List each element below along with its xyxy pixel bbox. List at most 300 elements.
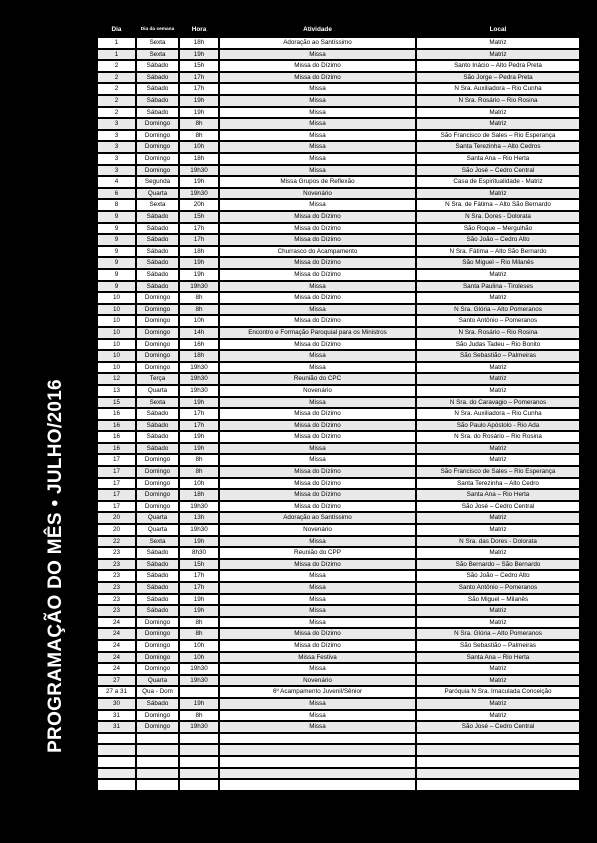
cell-location: N Sra. Rosário – Rio Rosina — [417, 328, 579, 340]
cell-weekday: Domingo — [137, 722, 180, 734]
cell-weekday: Sábado — [137, 699, 180, 711]
cell-weekday: Domingo — [137, 711, 180, 723]
cell-activity: Missa do Dízimo — [220, 629, 417, 641]
cell-time: 17h — [180, 224, 220, 236]
cell-time: 19h30 — [180, 374, 220, 386]
cell-location: Casa de Espiritualidade - Matriz — [417, 177, 579, 189]
cell-day: 10 — [98, 328, 137, 340]
cell-day: 23 — [98, 571, 137, 583]
cell-activity: Missa — [220, 583, 417, 595]
cell-day: 10 — [98, 293, 137, 305]
cell-day: 10 — [98, 305, 137, 317]
cell-time: 19h — [180, 50, 220, 62]
cell-time: 17h — [180, 571, 220, 583]
cell-weekday: Sábado — [137, 571, 180, 583]
cell-day: 9 — [98, 224, 137, 236]
cell-location: N Sra. das Dores - Dolorata — [417, 537, 579, 549]
cell-day: 3 — [98, 166, 137, 178]
cell-location: Matriz — [417, 699, 579, 711]
cell-location: N Sra. Auxiliadora – Rio Cunha — [417, 409, 579, 421]
cell-location: Santo Antônio – Pomeranos — [417, 583, 579, 595]
empty-cell — [220, 780, 417, 792]
cell-activity: Missa do Dízimo — [220, 340, 417, 352]
cell-day: 1 — [98, 38, 137, 50]
cell-day: 10 — [98, 316, 137, 328]
cell-activity: Missa do Dízimo — [220, 490, 417, 502]
cell-location: Santa Paulina - Tiroleses — [417, 282, 579, 294]
cell-location: N Sra. Fátima – Alto São Bernardo — [417, 247, 579, 259]
cell-time: 18h — [180, 154, 220, 166]
cell-location: Matriz — [417, 444, 579, 456]
cell-day: 9 — [98, 258, 137, 270]
cell-day: 23 — [98, 560, 137, 572]
cell-location: Matriz — [417, 374, 579, 386]
cell-weekday: Sexta — [137, 537, 180, 549]
cell-location: São Francisco de Sales – Rio Esperança — [417, 467, 579, 479]
cell-day: 30 — [98, 699, 137, 711]
cell-time: 19h — [180, 398, 220, 410]
cell-weekday: Domingo — [137, 293, 180, 305]
cell-time: 18h — [180, 38, 220, 50]
cell-day: 17 — [98, 490, 137, 502]
cell-day: 17 — [98, 479, 137, 491]
cell-activity: Churrasco do Acampamento — [220, 247, 417, 259]
cell-activity: Missa — [220, 606, 417, 618]
cell-location: São Sebastião – Palmeiras — [417, 641, 579, 653]
cell-time: 17h — [180, 235, 220, 247]
cell-location: N Sra. Rosário – Rio Rosina — [417, 96, 579, 108]
cell-weekday: Domingo — [137, 340, 180, 352]
cell-day: 10 — [98, 351, 137, 363]
cell-location: São José – Cedro Central — [417, 502, 579, 514]
cell-time: 13h — [180, 513, 220, 525]
cell-activity: Missa do Dízimo — [220, 479, 417, 491]
cell-day: 3 — [98, 142, 137, 154]
cell-day: 3 — [98, 119, 137, 131]
cell-weekday: Sábado — [137, 409, 180, 421]
empty-cell — [137, 780, 180, 792]
cell-location: Santa Terezinha – Alto Cedro — [417, 479, 579, 491]
cell-location: São Paulo Apóstolo - Rio Ada — [417, 421, 579, 433]
cell-activity: Missa — [220, 351, 417, 363]
cell-time: 19h — [180, 537, 220, 549]
cell-activity: Missa do Dízimo — [220, 421, 417, 433]
empty-cell — [220, 734, 417, 746]
cell-weekday: Domingo — [137, 490, 180, 502]
cell-activity: Missa — [220, 96, 417, 108]
cell-location: Paróquia N Sra. Imaculada Conceição — [417, 687, 579, 699]
header-weekday: Dia da semana — [137, 24, 180, 38]
cell-day: 2 — [98, 73, 137, 85]
cell-activity: Missa — [220, 444, 417, 456]
cell-day: 13 — [98, 386, 137, 398]
cell-day: 9 — [98, 270, 137, 282]
cell-location: Matriz — [417, 676, 579, 688]
empty-cell — [417, 734, 579, 746]
cell-weekday: Terça — [137, 374, 180, 386]
page-title: PROGRAMAÇÃO DO MÊS • JULHO/2016 — [45, 379, 66, 753]
cell-weekday: Domingo — [137, 328, 180, 340]
empty-cell — [220, 769, 417, 781]
cell-location: Matriz — [417, 386, 579, 398]
cell-weekday: Sexta — [137, 200, 180, 212]
cell-location: Matriz — [417, 711, 579, 723]
cell-day: 22 — [98, 537, 137, 549]
cell-weekday: Sábado — [137, 108, 180, 120]
cell-time: 15h — [180, 61, 220, 73]
cell-day: 1 — [98, 50, 137, 62]
cell-time: 8h — [180, 629, 220, 641]
cell-day: 3 — [98, 131, 137, 143]
cell-activity: Missa — [220, 711, 417, 723]
cell-weekday: Sexta — [137, 38, 180, 50]
cell-time: 17h — [180, 421, 220, 433]
cell-weekday: Domingo — [137, 166, 180, 178]
cell-weekday: Sábado — [137, 444, 180, 456]
cell-activity: Encontro e Formação Paroquial para os Ministros — [220, 328, 417, 340]
cell-weekday: Sábado — [137, 61, 180, 73]
schedule-table — [98, 24, 579, 792]
cell-weekday: Domingo — [137, 653, 180, 665]
cell-activity: Missa — [220, 200, 417, 212]
header-activity: Atividade — [220, 24, 417, 38]
cell-time: 17h — [180, 583, 220, 595]
cell-weekday: Domingo — [137, 131, 180, 143]
cell-location: Matriz — [417, 525, 579, 537]
cell-weekday: Domingo — [137, 479, 180, 491]
cell-weekday: Quarta — [137, 189, 180, 201]
cell-location: Matriz — [417, 270, 579, 282]
cell-activity: Reunião do CPC — [220, 374, 417, 386]
cell-day: 23 — [98, 583, 137, 595]
cell-time: 19h30 — [180, 363, 220, 375]
cell-activity: Missa do Dízimo — [220, 293, 417, 305]
cell-weekday: Sábado — [137, 270, 180, 282]
cell-day: 2 — [98, 61, 137, 73]
cell-activity: Missa Grupos de Reflexão — [220, 177, 417, 189]
empty-cell — [137, 769, 180, 781]
cell-day: 2 — [98, 96, 137, 108]
cell-activity: Missa do Dízimo — [220, 641, 417, 653]
cell-location: Matriz — [417, 363, 579, 375]
cell-activity: Novenário — [220, 189, 417, 201]
cell-activity: Missa — [220, 166, 417, 178]
cell-time: 19h30 — [180, 525, 220, 537]
cell-activity: Missa do Dízimo — [220, 235, 417, 247]
cell-weekday: Domingo — [137, 641, 180, 653]
header-location: Local — [417, 24, 579, 38]
cell-time: 14h — [180, 328, 220, 340]
cell-weekday: Domingo — [137, 119, 180, 131]
cell-day: 4 — [98, 177, 137, 189]
cell-time: 20h — [180, 200, 220, 212]
cell-location: São Jorge – Pedra Preta — [417, 73, 579, 85]
cell-location: Matriz — [417, 606, 579, 618]
cell-location: São José – Cedro Central — [417, 722, 579, 734]
cell-time: 15h — [180, 212, 220, 224]
cell-activity: Missa — [220, 363, 417, 375]
cell-day: 23 — [98, 595, 137, 607]
cell-location: N Sra. do Rosário – Rio Rosina — [417, 432, 579, 444]
cell-activity: Missa — [220, 131, 417, 143]
cell-activity: Missa do Dízimo — [220, 258, 417, 270]
cell-time: 17h — [180, 73, 220, 85]
cell-location: Matriz — [417, 548, 579, 560]
cell-activity: Missa — [220, 84, 417, 96]
cell-time: 10h — [180, 316, 220, 328]
cell-day: 17 — [98, 455, 137, 467]
cell-day: 16 — [98, 409, 137, 421]
cell-activity: Missa — [220, 699, 417, 711]
cell-weekday: Sábado — [137, 421, 180, 433]
cell-location: Santa Ana – Rio Herta — [417, 653, 579, 665]
empty-cell — [98, 757, 137, 769]
cell-activity: Novenário — [220, 386, 417, 398]
cell-location: São Miguel – Rio Milanês — [417, 258, 579, 270]
cell-activity: Missa do Dízimo — [220, 316, 417, 328]
cell-time: 19h — [180, 606, 220, 618]
cell-location: Santa Ana – Rio Herta — [417, 154, 579, 166]
cell-day: 2 — [98, 108, 137, 120]
cell-weekday: Sábado — [137, 595, 180, 607]
cell-activity: Missa do Dízimo — [220, 212, 417, 224]
cell-weekday: Quarta — [137, 513, 180, 525]
cell-location: Santo Antônio – Pomeranos — [417, 316, 579, 328]
cell-day: 24 — [98, 629, 137, 641]
cell-weekday: Qua - Dom — [137, 687, 180, 699]
cell-location: São Bernardo – São Bernardo — [417, 560, 579, 572]
cell-weekday: Sábado — [137, 583, 180, 595]
cell-time: 8h — [180, 467, 220, 479]
cell-activity: Missa — [220, 119, 417, 131]
cell-time: 8h — [180, 455, 220, 467]
empty-cell — [98, 780, 137, 792]
empty-cell — [137, 745, 180, 757]
cell-time: 19h — [180, 699, 220, 711]
empty-cell — [98, 769, 137, 781]
cell-day: 9 — [98, 212, 137, 224]
cell-location: N Sra. de Fátima – Alto São Bernardo — [417, 200, 579, 212]
empty-cell — [220, 745, 417, 757]
cell-time: 10h — [180, 479, 220, 491]
cell-time: 19h — [180, 96, 220, 108]
cell-time: 19h — [180, 177, 220, 189]
cell-location: Matriz — [417, 119, 579, 131]
cell-time: 19h — [180, 270, 220, 282]
cell-weekday: Domingo — [137, 502, 180, 514]
cell-activity: Reunião do CPP — [220, 548, 417, 560]
cell-time: 15h — [180, 560, 220, 572]
cell-activity: Missa — [220, 571, 417, 583]
cell-activity: Missa do Dízimo — [220, 61, 417, 73]
cell-time: 19h — [180, 108, 220, 120]
cell-day: 24 — [98, 653, 137, 665]
cell-location: Santa Ana – Rio Herta — [417, 490, 579, 502]
cell-time: 19h30 — [180, 502, 220, 514]
cell-location: N Sra. do Caravagio – Pomeranos — [417, 398, 579, 410]
cell-time: 18h — [180, 490, 220, 502]
cell-weekday: Domingo — [137, 154, 180, 166]
cell-day: 9 — [98, 282, 137, 294]
cell-weekday: Domingo — [137, 142, 180, 154]
cell-location: São Roque – Mergulhão — [417, 224, 579, 236]
empty-cell — [417, 757, 579, 769]
cell-time: 19h30 — [180, 676, 220, 688]
cell-time: 19h — [180, 595, 220, 607]
cell-day: 17 — [98, 502, 137, 514]
cell-day: 16 — [98, 444, 137, 456]
cell-day: 23 — [98, 606, 137, 618]
cell-weekday: Sábado — [137, 282, 180, 294]
cell-day: 2 — [98, 84, 137, 96]
header-time: Hora — [180, 24, 220, 38]
cell-location: Matriz — [417, 108, 579, 120]
cell-time: 19h30 — [180, 664, 220, 676]
cell-location: São Miguel – Milanês — [417, 595, 579, 607]
cell-time: 17h — [180, 84, 220, 96]
empty-cell — [137, 734, 180, 746]
cell-activity: Adoração ao Santíssimo — [220, 513, 417, 525]
cell-location: Matriz — [417, 293, 579, 305]
cell-weekday: Sábado — [137, 560, 180, 572]
cell-location: Matriz — [417, 618, 579, 630]
cell-day: 10 — [98, 340, 137, 352]
cell-activity: Missa — [220, 618, 417, 630]
cell-location: São João – Cedro Alto — [417, 235, 579, 247]
cell-activity: Missa — [220, 595, 417, 607]
cell-day: 10 — [98, 363, 137, 375]
empty-cell — [417, 769, 579, 781]
cell-weekday: Sábado — [137, 258, 180, 270]
cell-time: 19h — [180, 444, 220, 456]
cell-day: 16 — [98, 432, 137, 444]
cell-activity: Adoração ao Santíssimo — [220, 38, 417, 50]
empty-cell — [137, 757, 180, 769]
cell-day: 9 — [98, 247, 137, 259]
cell-time — [180, 687, 220, 699]
cell-time: 19h30 — [180, 166, 220, 178]
cell-location: Matriz — [417, 455, 579, 467]
cell-location: N Sra. Glória – Alto Pomeranos — [417, 629, 579, 641]
cell-weekday: Sábado — [137, 212, 180, 224]
cell-time: 19h — [180, 432, 220, 444]
cell-time: 8h — [180, 293, 220, 305]
cell-activity: Missa Festiva — [220, 653, 417, 665]
cell-weekday: Sábado — [137, 548, 180, 560]
cell-day: 27 — [98, 676, 137, 688]
cell-activity: 6º Acampamento Juvenil/Sênior — [220, 687, 417, 699]
cell-activity: Missa — [220, 108, 417, 120]
cell-day: 3 — [98, 154, 137, 166]
cell-time: 19h30 — [180, 386, 220, 398]
cell-activity: Missa — [220, 664, 417, 676]
cell-weekday: Domingo — [137, 455, 180, 467]
empty-cell — [417, 780, 579, 792]
cell-day: 6 — [98, 189, 137, 201]
cell-day: 24 — [98, 618, 137, 630]
cell-weekday: Domingo — [137, 467, 180, 479]
cell-location: Matriz — [417, 513, 579, 525]
cell-day: 17 — [98, 467, 137, 479]
cell-time: 19h30 — [180, 722, 220, 734]
cell-day: 23 — [98, 548, 137, 560]
cell-day: 31 — [98, 711, 137, 723]
cell-location: Matriz — [417, 664, 579, 676]
cell-activity: Missa — [220, 142, 417, 154]
empty-cell — [98, 745, 137, 757]
cell-location: N Sra. Auxiliadora – Rio Cunha — [417, 84, 579, 96]
cell-activity: Missa do Dízimo — [220, 467, 417, 479]
cell-location: Matriz — [417, 38, 579, 50]
cell-time: 10h — [180, 142, 220, 154]
cell-time: 10h — [180, 641, 220, 653]
cell-activity: Missa do Dízimo — [220, 270, 417, 282]
cell-day: 31 — [98, 722, 137, 734]
cell-activity: Missa do Dízimo — [220, 432, 417, 444]
cell-location: Santa Terezinha – Alto Cedros — [417, 142, 579, 154]
cell-activity: Missa do Dízimo — [220, 73, 417, 85]
empty-cell — [180, 757, 220, 769]
cell-weekday: Quarta — [137, 386, 180, 398]
cell-location: N Sra. Dores - Dolorata — [417, 212, 579, 224]
cell-location: São Judas Tadeu – Rio Bonito — [417, 340, 579, 352]
cell-location: São José – Cedro Central — [417, 166, 579, 178]
cell-time: 8h — [180, 131, 220, 143]
cell-time: 16h — [180, 340, 220, 352]
cell-weekday: Sábado — [137, 96, 180, 108]
cell-time: 10h — [180, 653, 220, 665]
cell-weekday: Sábado — [137, 73, 180, 85]
cell-activity: Missa — [220, 282, 417, 294]
cell-location: São João – Cedro Alto — [417, 571, 579, 583]
cell-activity: Missa — [220, 722, 417, 734]
cell-weekday: Sexta — [137, 398, 180, 410]
cell-weekday: Sábado — [137, 224, 180, 236]
cell-weekday: Domingo — [137, 363, 180, 375]
empty-cell — [220, 757, 417, 769]
cell-activity: Novenário — [220, 525, 417, 537]
cell-weekday: Domingo — [137, 316, 180, 328]
cell-day: 20 — [98, 525, 137, 537]
cell-time: 19h30 — [180, 189, 220, 201]
cell-day: 24 — [98, 664, 137, 676]
cell-weekday: Sábado — [137, 84, 180, 96]
cell-time: 18h — [180, 247, 220, 259]
cell-weekday: Domingo — [137, 618, 180, 630]
cell-weekday: Domingo — [137, 305, 180, 317]
cell-weekday: Sábado — [137, 235, 180, 247]
cell-activity: Missa — [220, 50, 417, 62]
empty-cell — [180, 734, 220, 746]
cell-activity: Missa do Dízimo — [220, 409, 417, 421]
cell-location: São Sebastião – Palmeiras — [417, 351, 579, 363]
cell-weekday: Segunda — [137, 177, 180, 189]
cell-weekday: Domingo — [137, 351, 180, 363]
cell-time: 17h — [180, 409, 220, 421]
cell-day: 20 — [98, 513, 137, 525]
cell-time: 8h — [180, 305, 220, 317]
cell-day: 15 — [98, 398, 137, 410]
cell-time: 8h — [180, 119, 220, 131]
cell-location: Matriz — [417, 50, 579, 62]
empty-cell — [98, 734, 137, 746]
cell-time: 8h — [180, 618, 220, 630]
empty-cell — [180, 769, 220, 781]
cell-day: 27 a 31 — [98, 687, 137, 699]
cell-time: 19h30 — [180, 282, 220, 294]
cell-activity: Missa — [220, 305, 417, 317]
cell-day: 9 — [98, 235, 137, 247]
